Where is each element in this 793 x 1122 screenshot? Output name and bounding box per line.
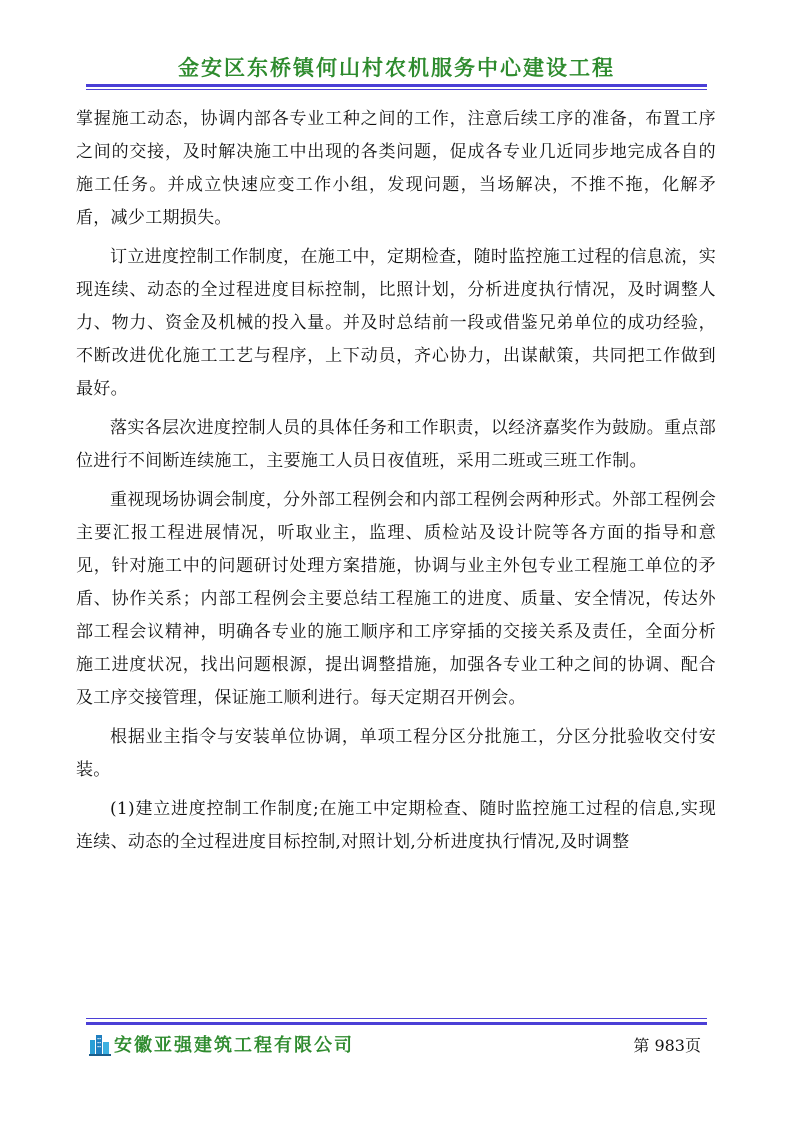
paragraph: 重视现场协调会制度，分外部工程例会和内部工程例会两种形式。外部工程例会主要汇报工程进展情况，听取业主，监理、质检站及设计院等各方面的指导和意见，针对施工中的问题研讨处理方案措施，协调与业主外包专业工程施工单位的矛盾、协作关系；内部工程例会主要总结工程施工的进度、质量、安全情况，传达外部工程会议精神，明确各专业的施工顺序和工序穿插的交接关系及责任，全面分析施工进度状况，找出问题根源，提出调整措施，加强各专业工种之间的协调、配合及工序交接管理，保证施工顺利进行。每天定期召开例会。 (76, 490, 716, 708)
document-body (76, 103, 716, 859)
paragraph: 落实各层次进度控制人员的具体任务和工作职责，以经济嘉奖作为鼓励。重点部位进行不间断连续施工，主要施工人员日夜值班，采用二班或三班工作制。 (76, 418, 716, 471)
page-footer (86, 1030, 707, 1060)
page-header-title: 金安区东桥镇何山村农机服务中心建设工程 (178, 56, 615, 80)
footer-rule-thick (86, 1022, 707, 1025)
page-number: 第 983页 (633, 1036, 701, 1055)
paragraph: 根据业主指令与安装单位协调，单项工程分区分批施工，分区分批验收交付安装。 (76, 727, 716, 780)
paragraph: 订立进度控制工作制度，在施工中，定期检查，随时监控施工过程的信息流，实现连续、动态的全过程进度目标控制，比照计划，分析进度执行情况，及时调整人力、物力、资金及机械的投入量。并及时总结前一段或借鉴兄弟单位的成功经验，不断改进优化施工工艺与程序，上下动员，齐心协力，出谋献策，共同把工作做到最好。 (76, 247, 716, 399)
footer-rule-thin (86, 1018, 707, 1019)
header-rule-thin (86, 89, 707, 90)
footer-company-name: 安徽亚强建筑工程有限公司 (114, 1035, 354, 1056)
paragraph: (1)建立进度控制工作制度;在施工中定期检查、随时监控施工过程的信息,实现连续、动态的全过程进度目标控制,对照计划,分析进度执行情况,及时调整 (76, 799, 716, 852)
paragraph: 掌握施工动态，协调内部各专业工种之间的工作，注意后续工序的准备，布置工序之间的交接，及时解决施工中出现的各类问题，促成各专业几近同步地完成各自的施工任务。并成立快速应变工作小组，发现问题，当场解决，不推不拖，化解矛盾，减少工期损失。 (76, 109, 716, 228)
header-rule-thick (86, 84, 707, 87)
building-logo-icon (89, 1032, 111, 1056)
